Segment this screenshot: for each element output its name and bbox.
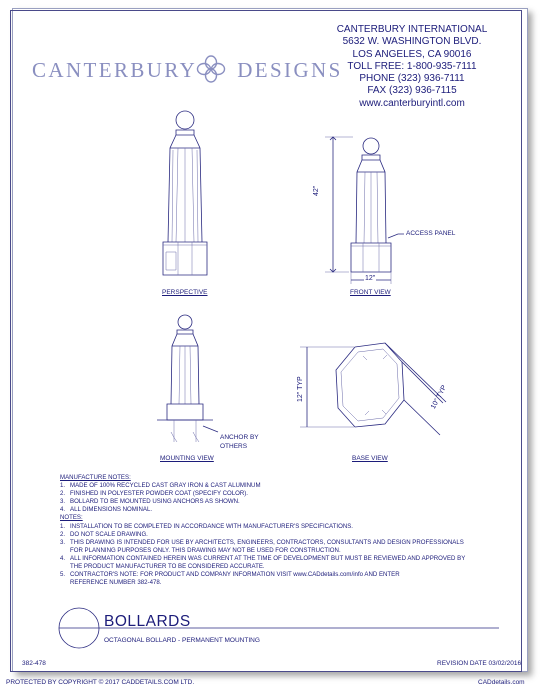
reference-number: 382-478 [22,660,46,667]
anchor-label-line2: OTHERS [220,443,248,450]
copyright-text: PROTECTED BY COPYRIGHT © 2017 CADDETAILS.COM LTD. [6,679,195,686]
revision-date: REVISION DATE 03/02/2016 [437,660,522,667]
list-item: 3. THIS DRAWING IS INTENDED FOR USE BY ARCHITECTS, ENGINEERS, CONTRACTORS, CONSULTANTS AND DESIGN PROFESSIONALS [60,538,464,546]
drawing-subtitle: OCTAGONAL BOLLARD - PERMANENT MOUNTING [104,637,260,644]
list-item: FOR PLANNING PURPOSES ONLY. THIS DRAWING MAY NOT BE USED FOR CONSTRUCTION. [70,546,341,554]
manufacture-notes-heading: MANUFACTURE NOTES: [60,474,131,481]
logo-text-right: DESIGNS [237,58,343,82]
drawing-title: BOLLARDS [104,613,191,630]
view-label-front: FRONT VIEW [350,289,391,296]
caddetails-link[interactable]: CADdetails.com [478,679,525,686]
view-label-base: BASE VIEW [352,455,388,462]
height-dimension: 42" [313,185,320,196]
company-tollfree: TOLL FREE: 1-800-935-7111 [347,60,477,72]
list-item: 3. BOLLARD TO BE MOUNTED USING ANCHORS AS SHOWN. [60,498,240,506]
base-dimension-left: 12" TYP [297,376,304,402]
view-label-perspective: PERSPECTIVE [162,289,208,296]
access-panel-label: ACCESS PANEL [406,230,456,237]
list-item: 1. INSTALLATION TO BE COMPLETED IN ACCORDANCE WITH MANUFACTURER'S SPECIFICATIONS. [60,522,353,530]
view-label-mounting: MOUNTING VIEW [160,455,214,462]
list-item: 4. ALL INFORMATION CONTAINED HEREIN WAS CURRENT AT THE TIME OF DEVELOPMENT BUT MUST BE REVIEWED AND APPROVED BY [60,554,466,562]
list-item: REFERENCE NUMBER 382-478. [70,579,162,587]
list-item: 4. ALL DIMENSIONS NOMINAL. [60,506,153,514]
list-item: THE PRODUCT MANUFACTURER TO BE CONSIDERED ACCURATE. [70,563,265,571]
list-item: 5. CONTRACTOR'S NOTE: FOR PRODUCT AND COMPANY INFORMATION VISIT www.CADdetails.com/info AND ENTER [60,571,400,579]
logo-text-left: CANTERBURY [32,58,198,82]
base-dimension-right: 10" TYP [430,384,449,411]
list-item: 1. MADE OF 100% RECYCLED CAST GRAY IRON & CAST ALUMINUM [60,482,261,490]
notes-heading: NOTES: [60,514,83,522]
list-item: 2. DO NOT SCALE DRAWING. [60,530,148,538]
company-phone: PHONE (323) 936-7111 [359,73,465,85]
company-address: 5632 W. WASHINGTON BLVD. [342,36,482,48]
company-city: LOS ANGELES, CA 90016 [352,48,472,60]
width-dimension: 12" [365,275,376,282]
company-website[interactable]: www.canterburyintl.com [359,97,465,109]
list-item: 2. FINISHED IN POLYESTER POWDER COAT (SPECIFY COLOR). [60,490,248,498]
anchor-label-line1: ANCHOR BY [220,434,259,441]
company-name: CANTERBURY INTERNATIONAL [336,24,488,35]
company-fax: FAX (323) 936-7115 [367,85,457,97]
